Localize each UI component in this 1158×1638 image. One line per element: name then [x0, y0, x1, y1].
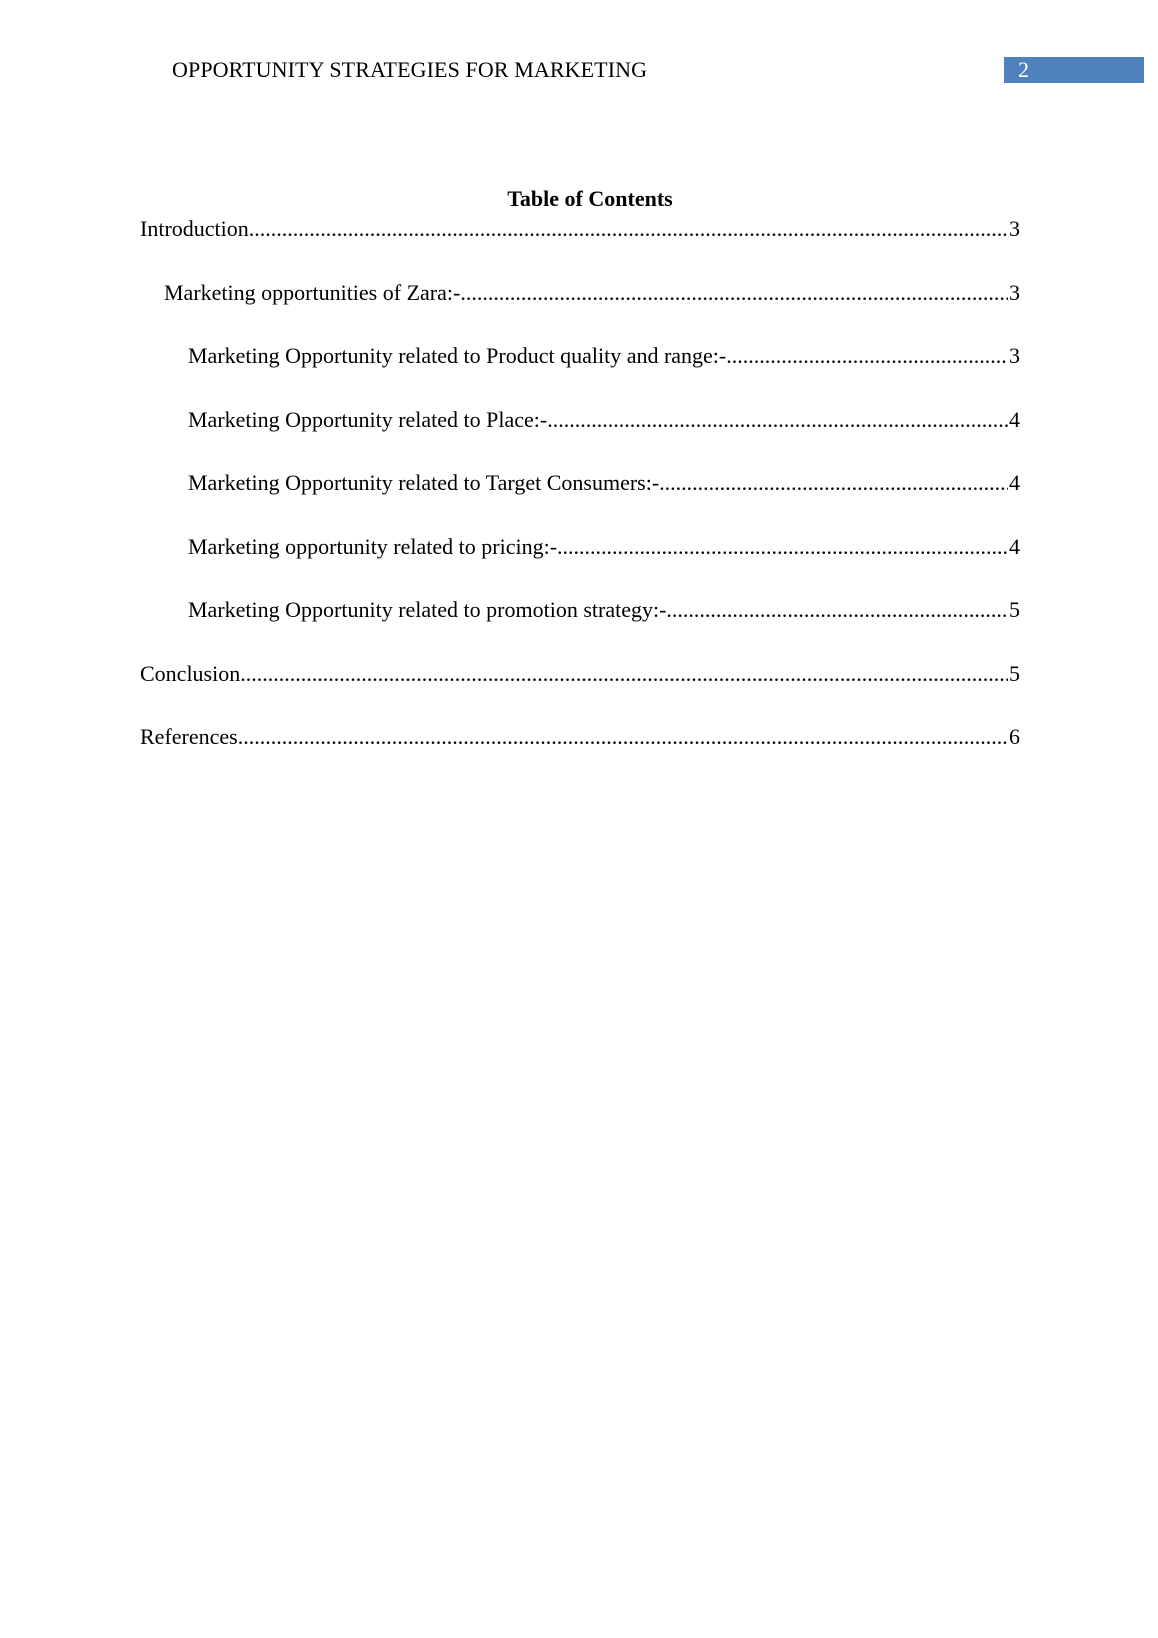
toc-list	[140, 214, 1020, 752]
toc-entry-introduction[interactable]	[140, 214, 1020, 244]
toc-entry-text: Marketing opportunity related to pricing:-	[188, 533, 558, 559]
toc-entry-pricing[interactable]	[140, 532, 1020, 562]
toc-entry-product-quality-and-range[interactable]	[140, 341, 1020, 371]
page-number-badge	[1004, 57, 1144, 83]
running-header-title: OPPORTUNITY STRATEGIES FOR MARKETING	[172, 57, 648, 82]
toc-entry-conclusion[interactable]	[140, 659, 1020, 689]
toc-entry-page: 3	[1009, 216, 1020, 241]
toc-leader-dots	[547, 405, 1008, 435]
toc-entry-text: Marketing Opportunity related to Product quality and range:-	[188, 343, 727, 368]
toc-entry-text: Introduction	[140, 216, 249, 241]
toc-entry-text: Conclusion	[140, 660, 241, 686]
toc-entry-text: Marketing Opportunity related to Target Consumers:-	[188, 470, 660, 495]
toc-leader-dots	[460, 278, 1008, 308]
toc-leader-dots	[659, 468, 1008, 498]
toc-entry-page: 3	[1009, 279, 1020, 305]
toc-entry-references[interactable]	[140, 722, 1020, 752]
page-number: 2	[1018, 57, 1029, 82]
toc-entry-page: 6	[1009, 724, 1020, 749]
toc-entry-page: 4	[1009, 470, 1020, 495]
toc-leader-dots	[557, 532, 1008, 562]
toc-entry-target-consumers[interactable]	[140, 468, 1020, 498]
table-of-contents	[140, 184, 1020, 786]
toc-leader-dots	[249, 214, 1008, 244]
toc-entry-page: 5	[1009, 660, 1020, 686]
toc-leader-dots	[726, 341, 1008, 371]
toc-entry-place[interactable]	[140, 405, 1020, 435]
toc-entry-text: Marketing Opportunity related to Place:-	[188, 406, 548, 432]
toc-entry-text: References	[140, 724, 238, 749]
toc-entry-promotion-strategy[interactable]	[140, 595, 1020, 625]
toc-entry-page: 4	[1009, 533, 1020, 559]
toc-entry-text: Marketing opportunities of Zara:-	[164, 279, 461, 305]
toc-entry-page: 4	[1009, 406, 1020, 432]
toc-entry-marketing-opportunities-of-zara[interactable]	[140, 278, 1020, 308]
toc-entry-text: Marketing Opportunity related to promotion strategy:-	[188, 597, 667, 622]
page-header	[0, 0, 1158, 100]
toc-leader-dots	[238, 722, 1008, 752]
toc-entry-page: 5	[1009, 597, 1020, 622]
toc-leader-dots	[240, 659, 1008, 689]
toc-leader-dots	[666, 595, 1008, 625]
toc-title: Table of Contents	[507, 186, 673, 211]
toc-entry-page: 3	[1009, 343, 1020, 368]
